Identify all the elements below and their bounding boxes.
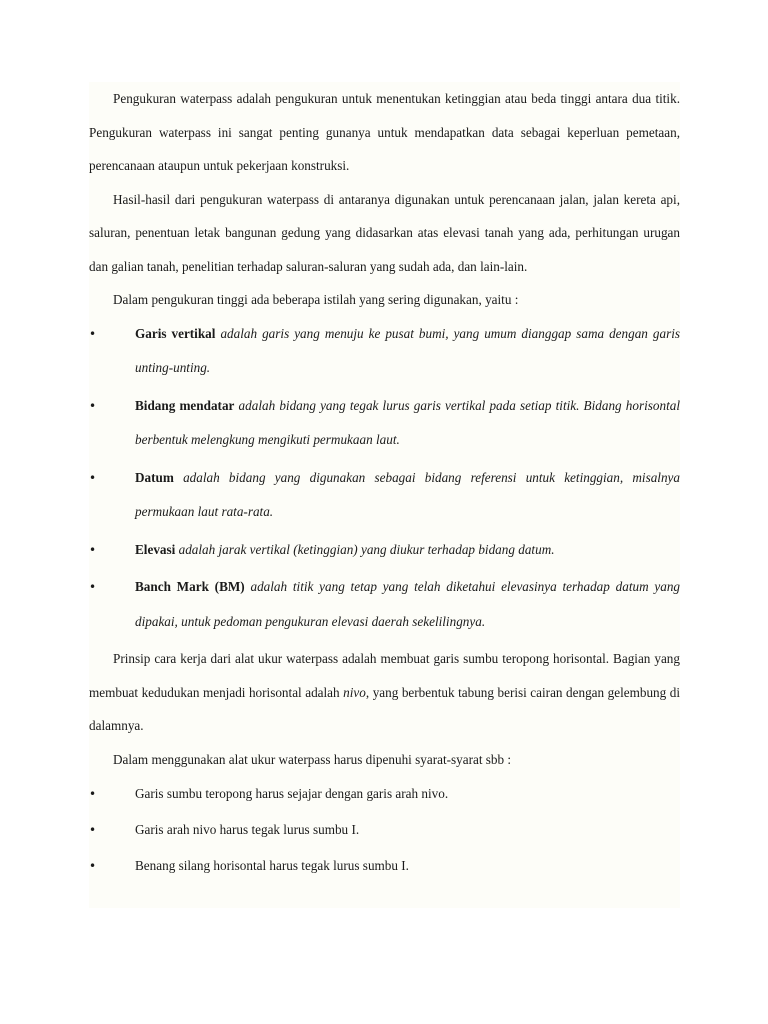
term-item bbox=[89, 389, 680, 458]
terms-list bbox=[89, 317, 680, 640]
paragraph-intro: Pengukuran waterpass adalah pengukuran untuk menentukan ketinggian atau beda tinggi antara dua titik. Pengukuran waterpass ini sangat penting gunanya untuk mendapatkan data sebagai keperluan pemetaan, perencanaan ataupun untuk pekerjaan konstruksi. bbox=[89, 91, 680, 173]
requirement-item bbox=[89, 848, 680, 884]
term-definition: adalah bidang yang digunakan sebagai bidang referensi untuk ketinggian, misalnya permukaan laut rata-rata. bbox=[135, 469, 680, 519]
principle-text-before: Prinsip cara kerja dari alat ukur waterpass adalah membuat garis sumbu teropong horisontal. Bagian yang membuat kedudukan menjadi horisontal adalah bbox=[89, 651, 680, 700]
paragraph-principle bbox=[89, 642, 680, 743]
term-definition: adalah jarak vertikal (ketinggian) yang diukur terhadap bidang datum. bbox=[178, 541, 555, 557]
bullet-icon: • bbox=[89, 823, 97, 837]
term-item bbox=[89, 570, 680, 639]
requirement-item bbox=[89, 812, 680, 848]
bullet-icon: • bbox=[89, 859, 97, 873]
document-page bbox=[89, 82, 680, 908]
term-definition: adalah titik yang tetap yang telah diketahui elevasinya terhadap datum yang dipakai, untuk pedoman pengukuran elevasi daerah sekelilingnya. bbox=[135, 579, 681, 629]
term-label: Bidang mendatar bbox=[135, 397, 235, 413]
term-definition: adalah garis yang menuju ke pusat bumi, yang umum dianggap sama dengan garis unting-unting. bbox=[135, 325, 681, 375]
principle-text-after: , yang berbentuk tabung berisi cairan dengan gelembung di dalamnya. bbox=[89, 684, 680, 733]
bullet-icon: • bbox=[89, 580, 97, 594]
term-definition: adalah bidang yang tegak lurus garis vertikal pada setiap titik. Bidang horisontal berbentuk melengkung mengikuti permukaan laut. bbox=[135, 397, 681, 447]
term-label: Datum bbox=[135, 469, 174, 485]
paragraph-requirements-intro: Dalam menggunakan alat ukur waterpass harus dipenuhi syarat-syarat sbb : bbox=[113, 751, 512, 767]
requirement-item bbox=[89, 776, 680, 812]
paragraph-uses: Hasil-hasil dari pengukuran waterpass di antaranya digunakan untuk perencanaan jalan, jalan kereta api, saluran, penentuan letak bangunan gedung yang didasarkan atas elevasi tanah yang ada, perhitungan urugan dan galian tanah, penelitian terhadap saluran-saluran yang sudah ada, dan lain-lain. bbox=[89, 191, 680, 274]
bullet-icon: • bbox=[89, 326, 97, 341]
term-label: Elevasi bbox=[135, 541, 176, 557]
document-body bbox=[89, 82, 680, 884]
term-label: Banch Mark (BM) bbox=[135, 579, 245, 594]
bullet-icon: • bbox=[89, 470, 97, 485]
bullet-icon: • bbox=[89, 787, 97, 801]
term-item bbox=[89, 317, 680, 386]
term-item bbox=[89, 461, 680, 530]
principle-italic-nivo: nivo bbox=[343, 684, 366, 700]
requirement-text: Garis arah nivo harus tegak lurus sumbu I. bbox=[135, 822, 360, 837]
term-item bbox=[89, 533, 680, 568]
requirement-text: Garis sumbu teropong harus sejajar dengan garis arah nivo. bbox=[135, 786, 449, 801]
bullet-icon: • bbox=[89, 398, 97, 413]
requirements-list bbox=[89, 776, 680, 884]
paragraph-terms-intro: Dalam pengukuran tinggi ada beberapa istilah yang sering digunakan, yaitu : bbox=[113, 292, 519, 307]
bullet-icon: • bbox=[89, 542, 97, 557]
term-label: Garis vertikal bbox=[135, 325, 216, 341]
requirement-text: Benang silang horisontal harus tegak lurus sumbu I. bbox=[135, 858, 409, 873]
